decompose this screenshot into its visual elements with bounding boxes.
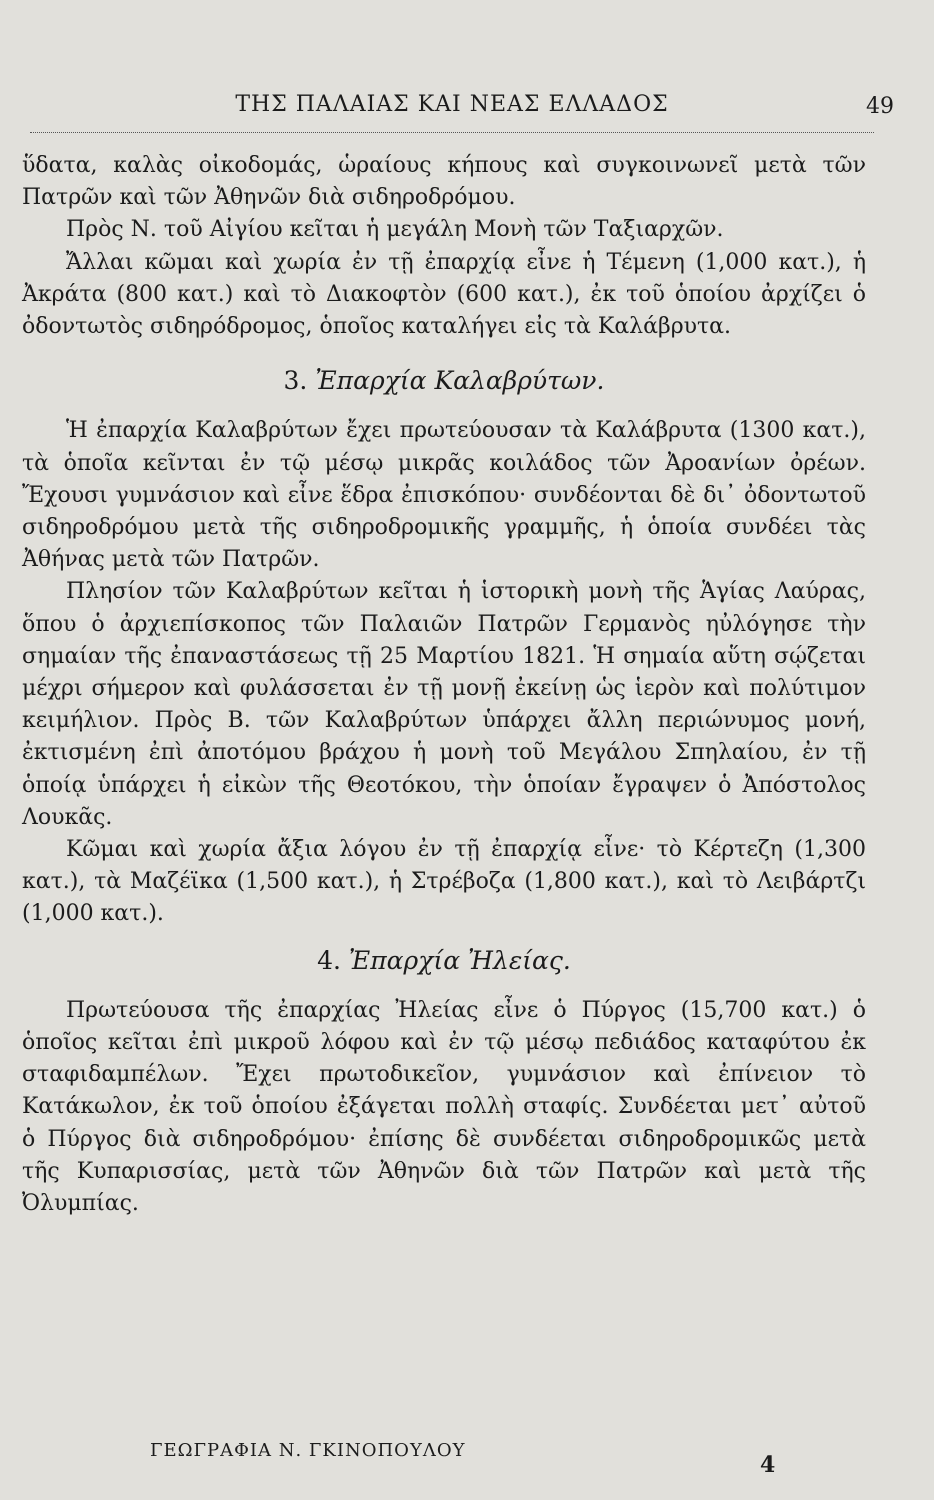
page-number: 49 xyxy=(866,94,894,119)
section-heading-kalavryta xyxy=(22,365,866,397)
footer-author-line: ΓΕΩΓΡΑΦΙΑ Ν. ΓΚΙΝΟΠΟΥΛΟΥ xyxy=(150,1440,466,1461)
section-number: 3. xyxy=(283,366,308,396)
paragraph: Ἄλλαι κῶμαι καὶ χωρία ἐν τῇ ἐπαρχίᾳ εἶνε ἡ Τέμενη (1,000 κατ.), ἡ Ἀκράτα (800 κατ.) καὶ τὸ Διακοφτὸν (600 κατ.), ἐκ τοῦ ὁποίου ἀρχίζει ὁ ὀδοντωτὸς σιδηρόδρομος, ὁποῖος καταλήγει εἰς τὰ Καλάβρυτα. xyxy=(22,249,866,340)
section-heading-ilia xyxy=(22,945,866,977)
paragraph: Πρὸς Ν. τοῦ Αἰγίου κεῖται ἡ μεγάλη Μονὴ τῶν Ταξιαρχῶν. xyxy=(66,217,724,243)
paragraph: Πλησίον τῶν Καλαβρύτων κεῖται ἡ ἱστορικὴ μονὴ τῆς Ἁγίας Λαύρας, ὅπου ὁ ἀρχιεπίσκοπος τῶν Παλαιῶν Πατρῶν Γερμανὸς ηὐλόγησε τὴν σημαίαν τῆς ἐπαναστάσεως τῇ 25 Μαρτίου 1821. Ἡ σημαία αὕτη σῴζεται μέχρι σήμερον καὶ φυλάσσεται ἐν τῇ μονῇ ἐκείνῃ ὡς ἱερὸν καὶ πολύτιμον κειμήλιον. Πρὸς Β. τῶν Καλαβρύτων ὑπάρχει ἄλλη περιώνυμος μονή, ἐκτισμένη ἐπὶ ἀποτόμου βράχου ἡ μονὴ τοῦ Μεγάλου Σπηλαίου, ἐν τῇ ὁποίᾳ ὑπάρχει ἡ εἰκὼν τῆς Θεοτόκου, τὴν ὁποίαν ἔγραψεν ὁ Ἀπόστολος Λουκᾶς. xyxy=(22,579,866,830)
paragraph: Πρωτεύουσα τῆς ἐπαρχίας Ἠλείας εἶνε ὁ Πύργος (15,700 κατ.) ὁ ὁποῖος κεῖται ἐπὶ μικροῦ λόφου καὶ ἐν τῷ μέσῳ πεδιάδος καταφύτου ἐκ σταφιδαμπέλων. Ἔχει πρωτοδικεῖον, γυμνάσιον καὶ ἐπίνειον τὸ Κατάκωλον, ἐκ τοῦ ὁποίου ἐξάγεται πολλὴ σταφίς. Συνδέεται μετ᾿ αὐτοῦ ὁ Πύργος διὰ σιδηροδρόμου· ἐπίσης δὲ συνδέεται σιδηροδρομικῶς μετὰ τῆς Κυπαρισσίας, μετὰ τῶν Ἀθηνῶν διὰ τῶν Πατρῶν καὶ μετὰ τῆς Ὀλυμπίας. xyxy=(22,997,866,1217)
signature-mark: 4 xyxy=(760,1452,776,1478)
page-body xyxy=(22,150,866,1220)
paragraph: ὕδατα, καλὰς οἰκοδομάς, ὡραίους κήπους καὶ συγκοινωνεῖ μετὰ τῶν Πατρῶν καὶ τῶν Ἀθηνῶν διὰ σιδηροδρόμου. xyxy=(22,153,866,211)
page-header xyxy=(30,92,894,133)
running-title: ΤΗΣ ΠΑΛΑΙΑΣ ΚΑΙ ΝΕΑΣ ΕΛΛΑΔΟΣ xyxy=(235,92,669,117)
paragraph: Ἡ ἐπαρχία Καλαβρύτων ἔχει πρωτεύουσαν τὰ Καλάβρυτα (1300 κατ.), τὰ ὁποῖα κεῖνται ἐν τῷ μέσῳ μικρᾶς κοιλάδος τῶν Ἀροανίων ὀρέων. Ἔχουσι γυμνάσιον καὶ εἶνε ἕδρα ἐπισκόπου· συνδέονται δὲ δι᾿ ὀδοντωτοῦ σιδηροδρόμου μετὰ τῆς σιδηροδρομικῆς γραμμῆς, ἡ ὁποία συνδέει τὰς Ἀθήνας μετὰ τῶν Πατρῶν. xyxy=(22,418,866,573)
paragraph: Κῶμαι καὶ χωρία ἄξια λόγου ἐν τῇ ἐπαρχίᾳ εἶνε· τὸ Κέρτεζη (1,300 κατ.), τὰ Μαζέϊκα (1,500 κατ.), ἡ Στρέβοζα (1,800 κατ.), καὶ τὸ Λειβάρτζι (1,000 κατ.). xyxy=(22,837,866,927)
section-title: Ἐπαρχία Ἠλείας. xyxy=(348,945,571,975)
section-title: Ἐπαρχία Καλαβρύτων. xyxy=(315,366,605,396)
section-number: 4. xyxy=(317,945,341,975)
